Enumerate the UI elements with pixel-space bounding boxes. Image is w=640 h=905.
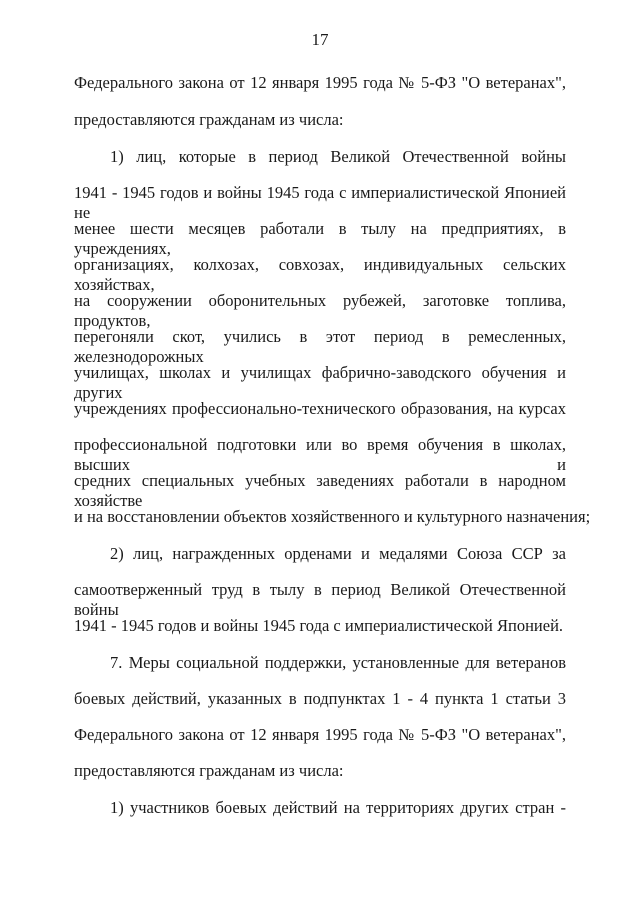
list-item-start: 2) лиц, награжденных орденами и медалями Союза ССР за [110,544,566,563]
text-line: 1941 - 1945 годов и войны 1945 года с империалистической Японией. [74,616,564,635]
text-line: предоставляются гражданам из числа: [74,761,344,780]
text-line: предоставляются гражданам из числа: [74,110,344,129]
text-line: на сооружении оборонительных рубежей, заготовке топлива, продуктов, [74,291,566,330]
text-line: Федерального закона от 12 января 1995 года № 5-ФЗ "О ветеранах", [74,73,566,92]
section-start: 7. Меры социальной поддержки, установленные для ветеранов [110,653,566,672]
text-line: учреждениях профессионально-технического образования, на курсах [74,399,566,418]
list-item-start: 1) лиц, которые в период Великой Отечественной войны [110,147,566,166]
text-line: боевых действий, указанных в подпунктах 1 - 4 пункта 1 статьи 3 [74,689,566,708]
text-line: профессиональной подготовки или во время обучения в школах, высших и [74,435,566,474]
list-item-start: 1) участников боевых действий на территориях других стран - [110,798,566,817]
text-line: и на восстановлении объектов хозяйственного и культурного назначения; [74,507,591,526]
page-number: 17 [311,30,329,49]
text-line: самоотверженный труд в тылу в период Великой Отечественной войны [74,580,566,619]
text-line: организациях, колхозах, совхозах, индивидуальных сельских хозяйствах, [74,255,566,294]
text-line: училищах, школах и училищах фабрично-заводского обучения и других [74,363,566,402]
text-line: средних специальных учебных заведениях работали в народном хозяйстве [74,471,566,510]
text-line: перегоняли скот, учились в этот период в ремесленных, железнодорожных [74,327,566,366]
text-line: Федерального закона от 12 января 1995 года № 5-ФЗ "О ветеранах", [74,725,566,744]
text-line: 1941 - 1945 годов и войны 1945 года с империалистической Японией не [74,183,566,222]
text-line: менее шести месяцев работали в тылу на предприятиях, в учреждениях, [74,219,566,258]
